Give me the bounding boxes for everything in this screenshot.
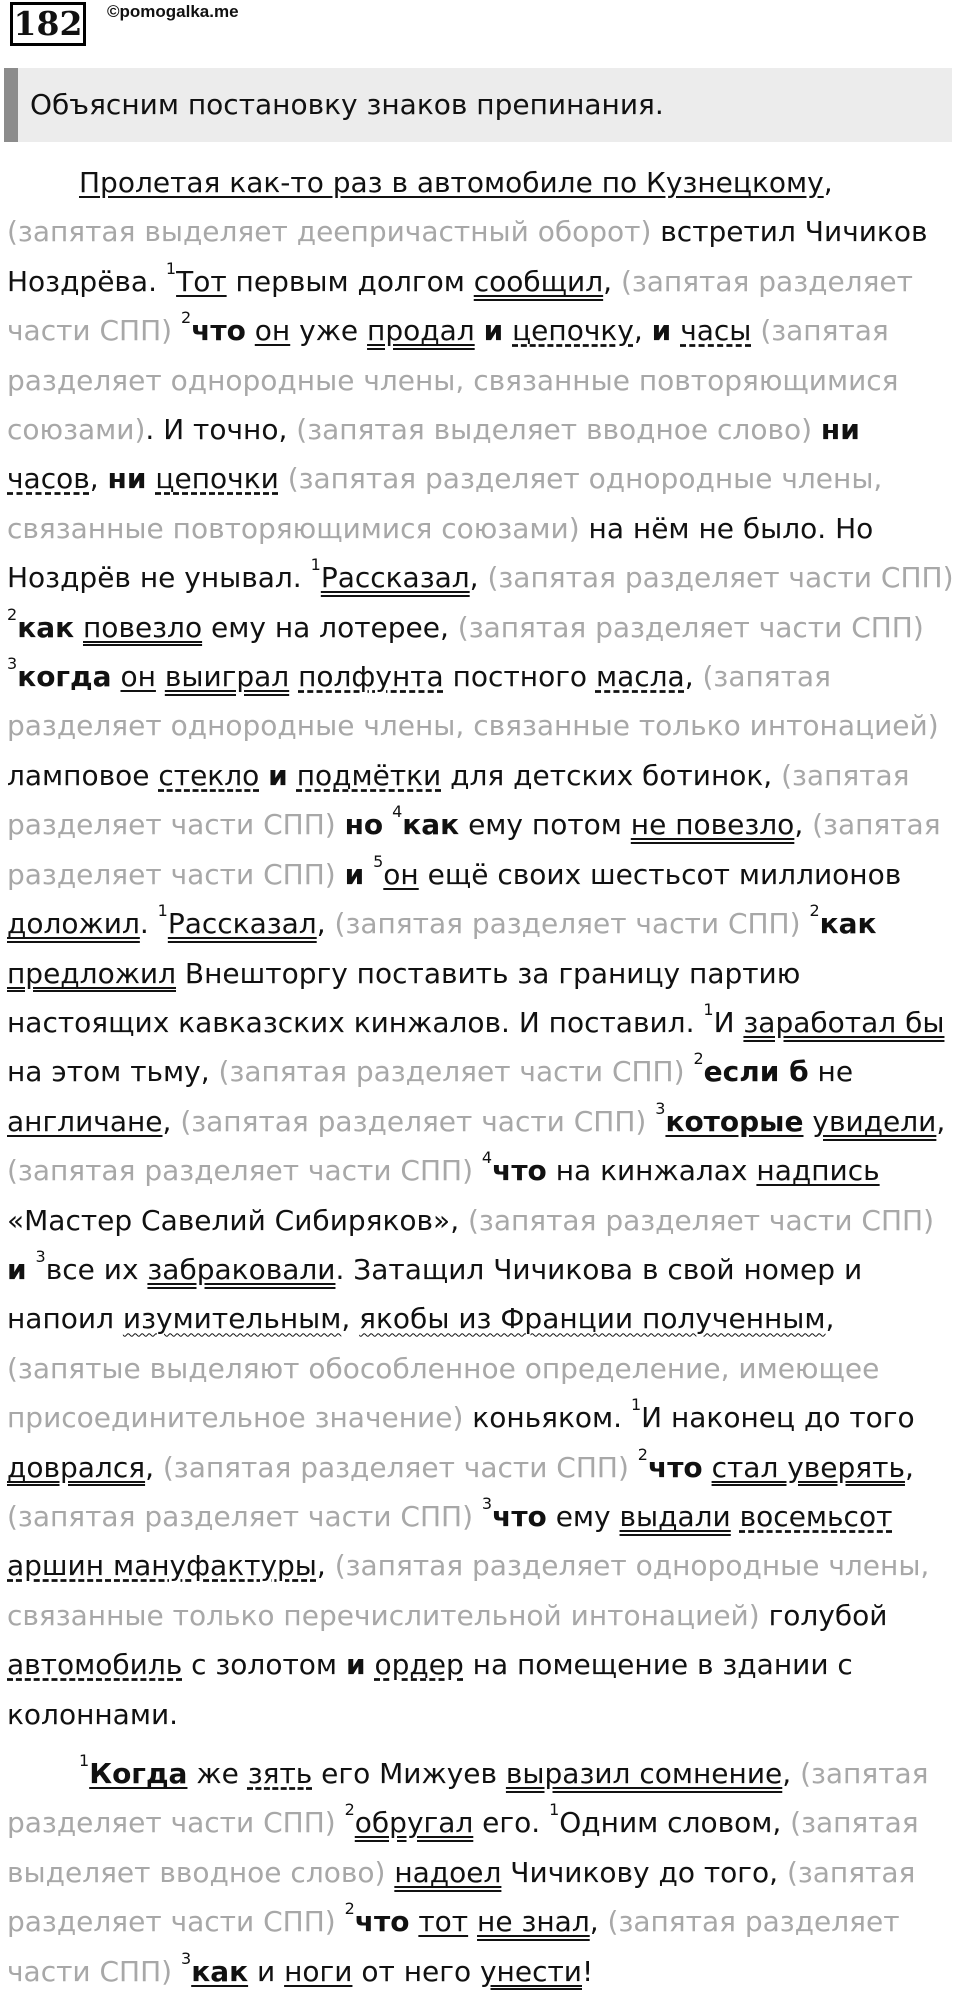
- punctuation-comment: (запятая разделяет части СПП): [457, 610, 924, 644]
- clause-number: 3: [7, 654, 18, 674]
- text-run: голубой: [759, 1598, 888, 1632]
- predicate: обругал: [354, 1806, 474, 1840]
- subject: он: [254, 314, 291, 348]
- text-run: [288, 759, 297, 792]
- predicate: повезло: [83, 610, 203, 644]
- predicate: выразил сомнение: [505, 1757, 783, 1790]
- predicate: не знал: [477, 1905, 590, 1939]
- punctuation-comment: (запятая разделяет части СПП): [162, 1450, 629, 1484]
- text-run: ему на лотерее,: [202, 610, 458, 644]
- object: часов: [7, 462, 90, 496]
- object: ордер: [374, 1648, 464, 1682]
- site-watermark: ©pomogalka.me: [107, 2, 239, 21]
- clause-number: 1: [310, 555, 321, 575]
- conjunction: как: [402, 808, 460, 842]
- text-run: все их: [45, 1252, 148, 1286]
- subject: Пролетая как-то раз в автомобиле по Кузнецкому: [79, 166, 824, 199]
- text-run: ,: [825, 1302, 835, 1336]
- paragraph-body: [7, 1749, 957, 1996]
- text-run: [336, 858, 345, 891]
- text-run: постного: [443, 660, 596, 694]
- subject: он: [383, 857, 419, 891]
- text-run: ,: [469, 561, 488, 595]
- conjunction: и: [344, 857, 365, 891]
- predicate: заработал бы: [743, 1005, 945, 1039]
- punctuation-comment: (запятая разделяет части СПП): [180, 1104, 647, 1138]
- text-run: ему потом: [459, 808, 631, 842]
- predicate: доложил: [7, 907, 140, 941]
- conjunction: но: [344, 808, 384, 842]
- text-run: ,: [782, 1757, 801, 1790]
- text-run: ,: [603, 264, 621, 298]
- text-run: Одним словом,: [559, 1806, 791, 1840]
- conjunction: что: [354, 1905, 410, 1939]
- subject: Когда: [89, 1757, 188, 1790]
- text-run: ,: [145, 1450, 163, 1484]
- predicate: Рассказал: [320, 561, 470, 595]
- conjunction: ни: [820, 413, 860, 447]
- text-run: [279, 462, 288, 495]
- predicate: продал: [367, 314, 475, 348]
- text-run: на нём не было. Но Ноздрёв не унывал.: [7, 511, 874, 595]
- clause-number: 1: [165, 258, 177, 278]
- text-run: .: [139, 907, 158, 941]
- predicate: предложил: [7, 956, 177, 990]
- attribute: изумительным: [122, 1302, 342, 1336]
- punctuation-comment: (запятая разделяет однородные члены, связанные только интонацией): [7, 660, 939, 743]
- conjunction: когда: [17, 660, 112, 694]
- text-run: не: [808, 1055, 854, 1089]
- text-run: ,: [316, 907, 335, 941]
- attribute: якобы из Франции полученным: [359, 1302, 826, 1336]
- text-run: [731, 1500, 740, 1533]
- punctuation-comment: (запятая разделяет однородные члены, связанные повторяющимися союзами): [7, 314, 899, 447]
- punctuation-comment: (запятая разделяет части СПП): [7, 1855, 916, 1939]
- text-run: ,: [936, 1104, 946, 1138]
- punctuation-comment: (запятая разделяет части СПП): [7, 808, 941, 891]
- conjunction: и: [483, 314, 504, 348]
- text-run: [475, 314, 484, 347]
- conjunction: и: [7, 1252, 27, 1286]
- clause-number: 2: [637, 1444, 648, 1464]
- punctuation-comment: (запятая разделяет части СПП): [7, 1905, 900, 1988]
- subject: надпись: [756, 1154, 880, 1188]
- text-run: ,: [589, 1905, 608, 1939]
- text-run: от него: [352, 1954, 480, 1988]
- punctuation-comment: (запятая разделяет однородные члены, связанные повторяющимися союзами): [7, 462, 883, 545]
- conjunction: и: [268, 758, 288, 792]
- clause-number: 1: [703, 999, 714, 1019]
- text-run: на помещение в здании с колоннами.: [7, 1648, 853, 1731]
- text-run: [336, 808, 345, 841]
- text-run: ,: [823, 166, 833, 199]
- text-run: его.: [473, 1806, 550, 1840]
- conjunction: если б: [703, 1055, 809, 1089]
- text-run: же: [187, 1757, 248, 1790]
- object: зять: [247, 1757, 313, 1790]
- conjunction: и: [651, 314, 672, 348]
- text-run: [172, 314, 181, 347]
- text-run: [74, 611, 83, 644]
- predicate: Рассказал: [167, 907, 317, 941]
- text-run: ,: [341, 1302, 360, 1336]
- text-run: уже: [290, 314, 368, 348]
- text-run: !: [582, 1954, 594, 1988]
- clause-number: 2: [693, 1049, 704, 1069]
- text-run: [259, 759, 268, 792]
- text-run: Чичикову до того,: [501, 1855, 787, 1889]
- object: стекло: [158, 758, 260, 792]
- predicate: доврался: [7, 1450, 146, 1484]
- punctuation-comment: (запятая разделяет части СПП): [7, 1757, 929, 1840]
- text-run: [364, 858, 373, 891]
- conjunction: что: [492, 1154, 547, 1188]
- punctuation-comment: (запятая разделяет части СПП): [7, 1499, 474, 1533]
- text-run: ,: [684, 660, 703, 694]
- predicate: надоел: [394, 1855, 502, 1889]
- text-run: ,: [162, 1104, 181, 1138]
- text-run: встретил Чичиков Ноздрёва.: [7, 215, 928, 298]
- conjunction: что: [492, 1499, 547, 1533]
- clause-number: 2: [344, 1800, 355, 1820]
- predicate: унести: [479, 1954, 582, 1988]
- punctuation-comment: (запятая разделяет части СПП): [7, 1154, 474, 1188]
- text-run: «Мастер Савелий Сибиряков»,: [7, 1203, 468, 1237]
- object: автомобиль: [7, 1648, 183, 1682]
- clause-number: 1: [157, 901, 168, 921]
- predicate: сообщил: [473, 264, 604, 298]
- object: масла: [595, 660, 685, 694]
- text-run: на кинжалах: [546, 1154, 757, 1188]
- text-run: ,: [794, 808, 813, 842]
- text-run: [751, 314, 760, 347]
- predicate: стал уверять: [711, 1450, 905, 1484]
- punctuation-comment: (запятая разделяет части СПП): [218, 1055, 685, 1089]
- text-run: ему: [546, 1499, 620, 1533]
- text-run: ,: [316, 1549, 335, 1583]
- text-run: [27, 1253, 36, 1286]
- text-run: [629, 1451, 638, 1484]
- punctuation-comment: (запятая выделяет вводное слово): [296, 413, 813, 447]
- section-heading: Объясним постановку знаков препинания.: [4, 68, 952, 142]
- punctuation-comment: (запятая выделяет вводное слово): [7, 1806, 919, 1889]
- conjunction: как: [819, 907, 877, 941]
- text-run: . Затащил Чичикова в свой номер и напоил: [7, 1252, 863, 1336]
- punctuation-comment: (запятая разделяет части СПП): [7, 758, 910, 842]
- paragraph-2: [7, 1749, 957, 1996]
- punctuation-comment: (запятая разделяет части СПП): [487, 561, 954, 595]
- clause-number: 3: [35, 1246, 46, 1266]
- text-run: [671, 314, 680, 347]
- subject: он: [120, 660, 156, 694]
- subject: как: [191, 1954, 249, 1988]
- text-run: И: [713, 1005, 744, 1039]
- predicate: выиграл: [164, 660, 290, 694]
- predicate: выдали: [619, 1499, 731, 1533]
- object: часы: [680, 314, 752, 348]
- text-run: [473, 1154, 482, 1187]
- subject: англичане: [7, 1104, 163, 1138]
- clause-number: 1: [630, 1395, 642, 1415]
- text-run: Внешторгу поставить за границу партию настоящих кавказских кинжалов. И поставил.: [7, 956, 801, 1039]
- text-run: ,: [89, 462, 108, 496]
- subject: которые: [665, 1104, 804, 1138]
- clause-number: 2: [7, 604, 18, 624]
- punctuation-comment: (запятая выделяет деепричастный оборот): [7, 215, 652, 249]
- predicate: увидели: [812, 1104, 937, 1138]
- punctuation-comment: (запятая разделяет части СПП): [468, 1203, 935, 1237]
- text-run: [812, 413, 821, 446]
- conjunction: что: [191, 314, 246, 348]
- conjunction: как: [17, 610, 75, 644]
- text-run: [336, 1806, 345, 1839]
- text-run: [468, 1905, 477, 1938]
- clause-number: 1: [79, 1751, 90, 1770]
- task-number: 182: [10, 2, 86, 46]
- text-run: коньяком.: [463, 1401, 631, 1435]
- text-run: [336, 1905, 345, 1938]
- predicate: не повезло: [630, 808, 795, 842]
- conjunction: что: [647, 1450, 703, 1484]
- punctuation-comment: (запятая разделяет однородные члены, связанные только перечислительной интонацией): [7, 1549, 930, 1632]
- text-run: ламповое: [7, 758, 159, 792]
- clause-number: 2: [181, 308, 192, 328]
- text-run: . И точно,: [145, 413, 297, 447]
- object: подмётки: [296, 758, 442, 792]
- text-run: [473, 1500, 482, 1533]
- text-run: [246, 314, 255, 347]
- punctuation-comment: (запятая разделяет части СПП): [334, 907, 801, 941]
- punctuation-comment: (запятые выделяют обособленное определение, имеющее присоединительное значение): [7, 1351, 880, 1435]
- text-run: [385, 1856, 394, 1889]
- text-run: его Мижуев: [312, 1757, 506, 1790]
- object: цепочку: [512, 314, 634, 348]
- clause-number: 2: [809, 901, 820, 921]
- text-run: [646, 1105, 655, 1138]
- object: восемьсот аршин мануфактуры: [7, 1499, 893, 1583]
- text-run: [156, 660, 165, 693]
- text-run: на этом тьму,: [7, 1055, 219, 1089]
- text-run: с золотом: [182, 1648, 346, 1682]
- subject: Тот: [176, 264, 227, 298]
- conjunction: и: [345, 1648, 366, 1682]
- clause-number: 3: [655, 1098, 666, 1118]
- text-run: И наконец до того: [641, 1401, 915, 1435]
- punctuation-comment: (запятая разделяет части СПП): [7, 264, 913, 348]
- object: цепочки: [155, 462, 279, 496]
- text-run: ,: [633, 314, 652, 348]
- clause-number: 5: [373, 851, 384, 871]
- subject: тот: [418, 1905, 469, 1939]
- text-run: для детских ботинок,: [441, 758, 782, 792]
- conjunction: ни: [107, 462, 147, 496]
- clause-number: 4: [481, 1148, 493, 1168]
- text-run: [503, 314, 512, 347]
- text-run: [703, 1451, 712, 1484]
- text-run: и: [248, 1954, 285, 1988]
- text-run: ещё своих шестьсот миллионов: [418, 857, 902, 891]
- object: полфунта: [298, 660, 444, 694]
- text-run: [172, 1955, 181, 1988]
- clause-number: 4: [392, 802, 403, 822]
- clause-number: 3: [181, 1948, 192, 1968]
- text-run: ,: [904, 1450, 914, 1484]
- clause-number: 1: [549, 1800, 560, 1820]
- predicate: забраковали: [147, 1252, 336, 1286]
- clause-number: 3: [481, 1493, 493, 1513]
- text-run: [383, 808, 392, 841]
- paragraph-body: [7, 158, 957, 1739]
- paragraph-1: [7, 158, 957, 1739]
- text-run: [289, 660, 298, 693]
- clause-number: 2: [344, 1899, 355, 1919]
- subject: ноги: [284, 1954, 353, 1988]
- text-run: первым долгом: [226, 264, 474, 298]
